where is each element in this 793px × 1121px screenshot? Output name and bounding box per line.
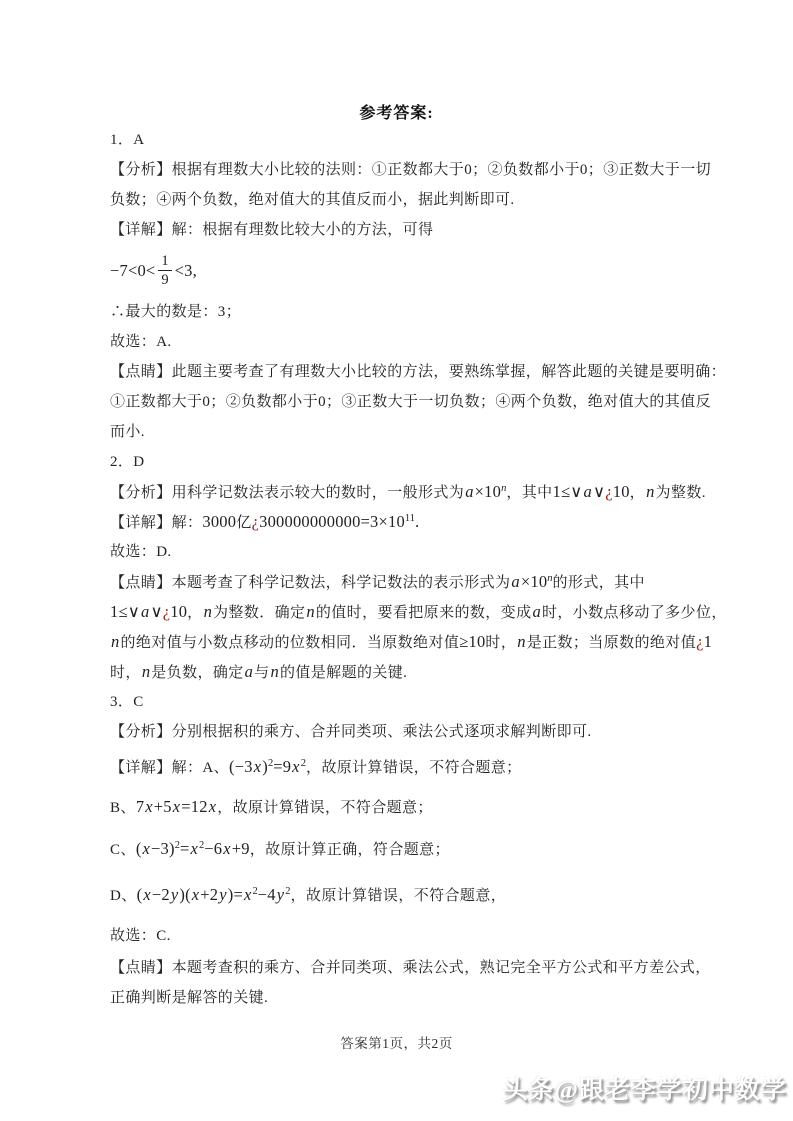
text-line [110, 983, 695, 1013]
text-run: 的值是解题的关键. [279, 665, 408, 681]
text-line [110, 657, 695, 687]
text-run: 负数；④两个负数，绝对值大的其值反而小，据此判断即可. [110, 192, 515, 208]
text-line [110, 417, 695, 447]
formula-run: =12 [181, 797, 208, 816]
formula-run: n [517, 632, 526, 651]
text-line [110, 387, 712, 417]
text-line [110, 447, 695, 477]
document-body [110, 125, 727, 1013]
watermark: 头条@跟老李学初中数学 [502, 1077, 787, 1104]
formula-run: a [583, 482, 592, 501]
text-line [110, 827, 695, 871]
formula-run: +2 [200, 885, 219, 904]
text-line [110, 215, 695, 245]
text-run: ， [187, 605, 203, 621]
text-line [110, 245, 695, 297]
text-line [110, 297, 695, 327]
formula-run: ≥10 [459, 632, 486, 651]
formula-run: <3, [174, 261, 197, 280]
formula-artifact-char: ¿ [605, 482, 613, 501]
text-run: 时，小数点移动了多少位， [541, 605, 727, 621]
text-line [110, 155, 712, 185]
formula-run: 2 [174, 840, 180, 851]
page-title: 参考答案: [359, 105, 434, 122]
text-run: 【详解】解：A、 [110, 760, 230, 776]
formula-run: x [145, 797, 153, 816]
formula-run: 3000 [202, 512, 237, 531]
formula-run: a [511, 572, 520, 591]
text-run: 而小. [110, 424, 145, 440]
formula-run: 2 [285, 886, 291, 897]
text-run: 1．A [110, 132, 145, 148]
text-line [110, 871, 695, 919]
formula-run: x [142, 839, 151, 858]
text-run: 3．C [110, 694, 144, 710]
formula-run: 2 [300, 758, 306, 769]
text-run: D、 [110, 888, 137, 904]
text-line [110, 787, 695, 827]
formula-run: 2 [267, 758, 274, 769]
text-run: 时， [485, 635, 517, 651]
text-line [110, 185, 695, 215]
text-line [110, 717, 695, 747]
page-footer: 答案第1页，共2页 [340, 1036, 453, 1051]
formula-run: a [140, 602, 150, 621]
formula-run: = [179, 839, 190, 858]
formula-run: x [223, 839, 231, 858]
text-run: B、 [110, 800, 136, 816]
text-run: 【详解】解： [110, 515, 203, 531]
formula-run: −4 [257, 885, 276, 904]
text-line [110, 919, 695, 953]
text-run: 是负数，确定 [151, 665, 244, 681]
formula-run: . [415, 512, 420, 531]
formula-run: y [219, 885, 227, 904]
formula-run: y [170, 885, 179, 904]
text-run: ，故原计算错误，不符合题意； [217, 800, 433, 816]
formula-run: n [270, 662, 279, 681]
text-line [110, 477, 706, 507]
formula-run: ( [135, 839, 142, 858]
formula-run: )( [179, 885, 191, 904]
formula-run: −3) [151, 839, 175, 858]
text-run: 的值时，要看把原来的数，变成 [315, 605, 532, 621]
formula-run: 1≤∨ [552, 482, 583, 501]
text-run: ，故原计算正确，符合题意； [249, 842, 450, 858]
text-line [110, 627, 713, 657]
formula-run: n [111, 632, 120, 651]
formula-artifact-char: ¿ [696, 632, 704, 651]
text-run: ①正数都大于0；②负数都小于0；③正数大于一切负数；④两个负数，绝对值大的其值反 [110, 394, 712, 410]
text-line [110, 125, 695, 155]
formula-run: a [465, 482, 474, 501]
formula-run: x [292, 757, 300, 776]
formula-run: ) [262, 757, 268, 776]
formula-run: ×10 [520, 572, 548, 591]
formula-run: 1 [703, 632, 713, 651]
text-run: 是正数；当原数的绝对值 [526, 635, 697, 651]
formula-run: +5 [153, 797, 172, 816]
formula-run: x [172, 797, 181, 816]
text-run: 时， [110, 665, 141, 681]
formula-run: 1≤∨ [110, 602, 140, 621]
text-run: 亿 [236, 515, 252, 531]
text-line [110, 327, 695, 357]
formula-run: +9 [231, 839, 250, 858]
text-run: 【分析】用科学记数法表示较大的数时，一般形式为 [110, 485, 465, 501]
text-run: 与 [254, 665, 270, 681]
text-line [110, 687, 695, 717]
formula-run: (−3 [229, 757, 253, 776]
text-run: 故选：A. [110, 334, 172, 350]
formula-run: n [203, 602, 213, 621]
text-run: 【点睛】此题主要考查了有理数大小比较的方法，要熟练掌握，解答此题的关键是要明确： [110, 364, 727, 380]
text-run: 故选：C. [110, 928, 171, 944]
formula-run: −2 [151, 885, 170, 904]
formula-run: n [547, 573, 553, 584]
formula-run: 10 [170, 602, 188, 621]
text-run: 【点睛】本题考查积的乘方、合并同类项、乘法公式，熟记完全平方公式和平方差公式， [110, 960, 711, 976]
text-line [110, 357, 727, 387]
formula-run: x [191, 885, 200, 904]
text-run: 的绝对值与小数点移动的位数相同．当原数绝对值 [120, 635, 460, 651]
formula-run: 10 [612, 482, 630, 501]
formula-run: a [532, 602, 541, 621]
formula-run: 2 [252, 886, 258, 897]
text-run: 为整数．确定 [213, 605, 306, 621]
text-run: 正确判断是解答的关键. [110, 990, 269, 1006]
formula-run: x [190, 839, 198, 858]
text-run: 的形式，其中 [552, 575, 645, 591]
text-run: 【详解】解：根据有理数比较大小的方法，可得 [110, 222, 434, 238]
text-run: 【点睛】本题考查了科学记数法，科学记数法的表示形式为 [110, 575, 511, 591]
formula-artifact-char: ¿ [251, 512, 260, 531]
formula-run: n [141, 662, 151, 681]
text-run: 【分析】根据有理数大小比较的法则：①正数都大于0；②负数都小于0；③正数大于一切 [110, 162, 712, 178]
formula-run: 11 [404, 513, 416, 524]
formula-run: a [244, 662, 254, 681]
formula-run: −7<0< [110, 261, 156, 280]
text-run: 故选：D. [110, 544, 172, 560]
formula-run: n [646, 482, 655, 501]
text-run: 2．D [110, 454, 145, 470]
formula-run: ∨ [592, 482, 606, 501]
formula-run: x [143, 885, 151, 904]
text-line [110, 747, 695, 787]
text-run: ，故原计算错误，不符合题意， [290, 888, 507, 904]
formula-artifact-char: ¿ [162, 602, 171, 621]
text-line [110, 537, 695, 567]
formula-run: y [276, 885, 285, 904]
fraction: $\frac{1}{9}$ [158, 252, 171, 289]
formula-run: x [253, 757, 262, 776]
formula-run: 2 [199, 840, 205, 851]
text-line [110, 953, 711, 983]
text-run: ，故原计算错误，不符合题意； [305, 760, 522, 776]
text-run: C、 [110, 842, 136, 858]
text-run: ∴最大的数是：3； [110, 304, 242, 320]
formula-run: ∨ [150, 602, 163, 621]
formula-run: ( [136, 885, 143, 904]
formula-run: 7 [135, 797, 145, 816]
formula-run: )= [227, 885, 243, 904]
formula-run: x [208, 797, 217, 816]
text-line [110, 567, 695, 597]
formula-run: n [501, 483, 507, 494]
text-line [110, 597, 727, 627]
formula-run: −6 [204, 839, 223, 858]
text-run: ， [629, 485, 646, 501]
text-run: 为整数. [655, 485, 706, 501]
formula-run: n [306, 602, 315, 621]
formula-run: ×10 [474, 482, 502, 501]
text-run: 【分析】分别根据积的乘方、合并同类项、乘法公式逐项求解判断即可. [110, 724, 592, 740]
formula-run: 300000000000=3×10 [259, 512, 405, 531]
formula-run: =9 [273, 757, 292, 776]
text-run: ，其中 [506, 485, 553, 501]
formula-run: x [244, 885, 252, 904]
text-line [110, 507, 695, 537]
